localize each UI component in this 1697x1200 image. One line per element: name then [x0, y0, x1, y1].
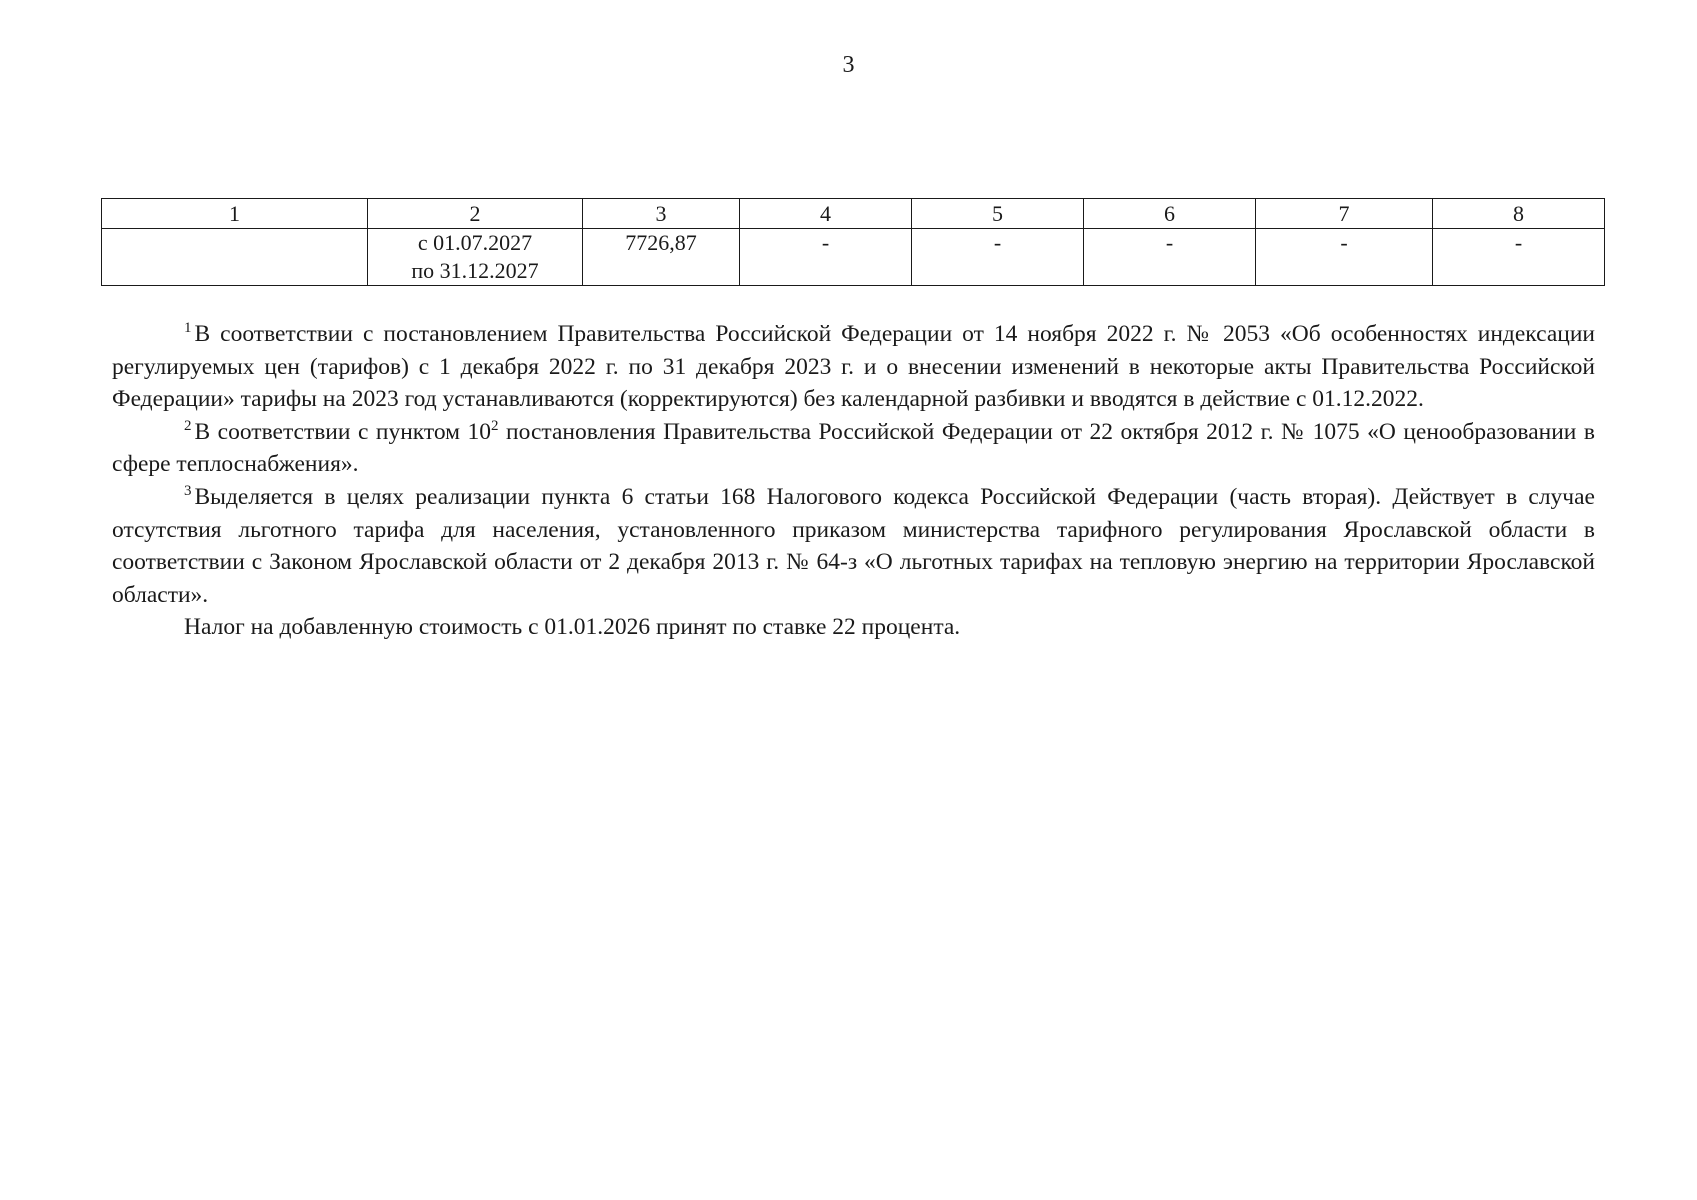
period-to: по 31.12.2027 [411, 258, 539, 283]
vat-note: Налог на добавленную стоимость с 01.01.2026 принят по ставке 22 процента. [184, 614, 961, 641]
column-number-7: 7 [1256, 199, 1433, 229]
table-row [102, 229, 1605, 286]
column-number-6: 6 [1084, 199, 1256, 229]
footnote-2-text-before: В соответствии с пунктом 10 [194, 418, 492, 445]
tariff-table [101, 198, 1605, 286]
cell-col7: - [1256, 229, 1433, 286]
column-number-1: 1 [102, 199, 368, 229]
column-number-5: 5 [912, 199, 1084, 229]
footnote-3 [112, 481, 1595, 611]
footnote-2-point-sup: 2 [491, 417, 499, 434]
footnotes [112, 318, 1595, 644]
footnote-2-marker: 2 [184, 417, 192, 434]
cell-col8: - [1433, 229, 1605, 286]
cell-period [368, 229, 583, 286]
column-number-2: 2 [368, 199, 583, 229]
footnote-1-marker: 1 [184, 320, 192, 336]
page-number: 3 [842, 52, 855, 78]
cell-col6: - [1084, 229, 1256, 286]
column-number-4: 4 [740, 199, 912, 229]
column-number-3: 3 [583, 199, 740, 229]
column-number-8: 8 [1433, 199, 1605, 229]
footnote-3-text: Выделяется в целях реализации пункта 6 статьи 168 Налогового кодекса Российской Федерации (часть вторая). Действует в случае отсутствия льготного тарифа для населения, установленного приказом министерства тарифного регулирования Ярославской области в соответствии с Законом Ярославской области от 2 декабря 2013 г. № 64-з «О льготных тарифах на тепловую энергию на территории Ярославской области». [112, 483, 1595, 608]
table-header-row [102, 199, 1605, 229]
footnote-3-marker: 3 [184, 482, 192, 499]
footnote-1 [112, 318, 1595, 416]
cell-tariff-value: 7726,87 [583, 229, 740, 286]
footnote-2-text-after: постановления Правительства Российской Федерации от 22 октября 2012 г. № 1075 «О ценообразовании в сфере теплоснабжения». [112, 418, 1595, 478]
cell-col4: - [740, 229, 912, 286]
cell-col1 [102, 229, 368, 286]
footnote-2 [112, 416, 1595, 481]
cell-col5: - [912, 229, 1084, 286]
footnote-1-text: В соответствии с постановлением Правительства Российской Федерации от 14 ноября 2022 г. № 2053 «Об особенностях индексации регулируемых цен (тарифов) с 1 декабря 2022 г. по 31 декабря 2023 г. и о внесении изменений в некоторые акты Правительства Российской Федерации» тарифы на 2023 год устанавливаются (корректируются) без календарной разбивки и вводятся в действие с 01.12.2022. [112, 321, 1595, 413]
period-from: с 01.07.2027 [417, 230, 533, 255]
